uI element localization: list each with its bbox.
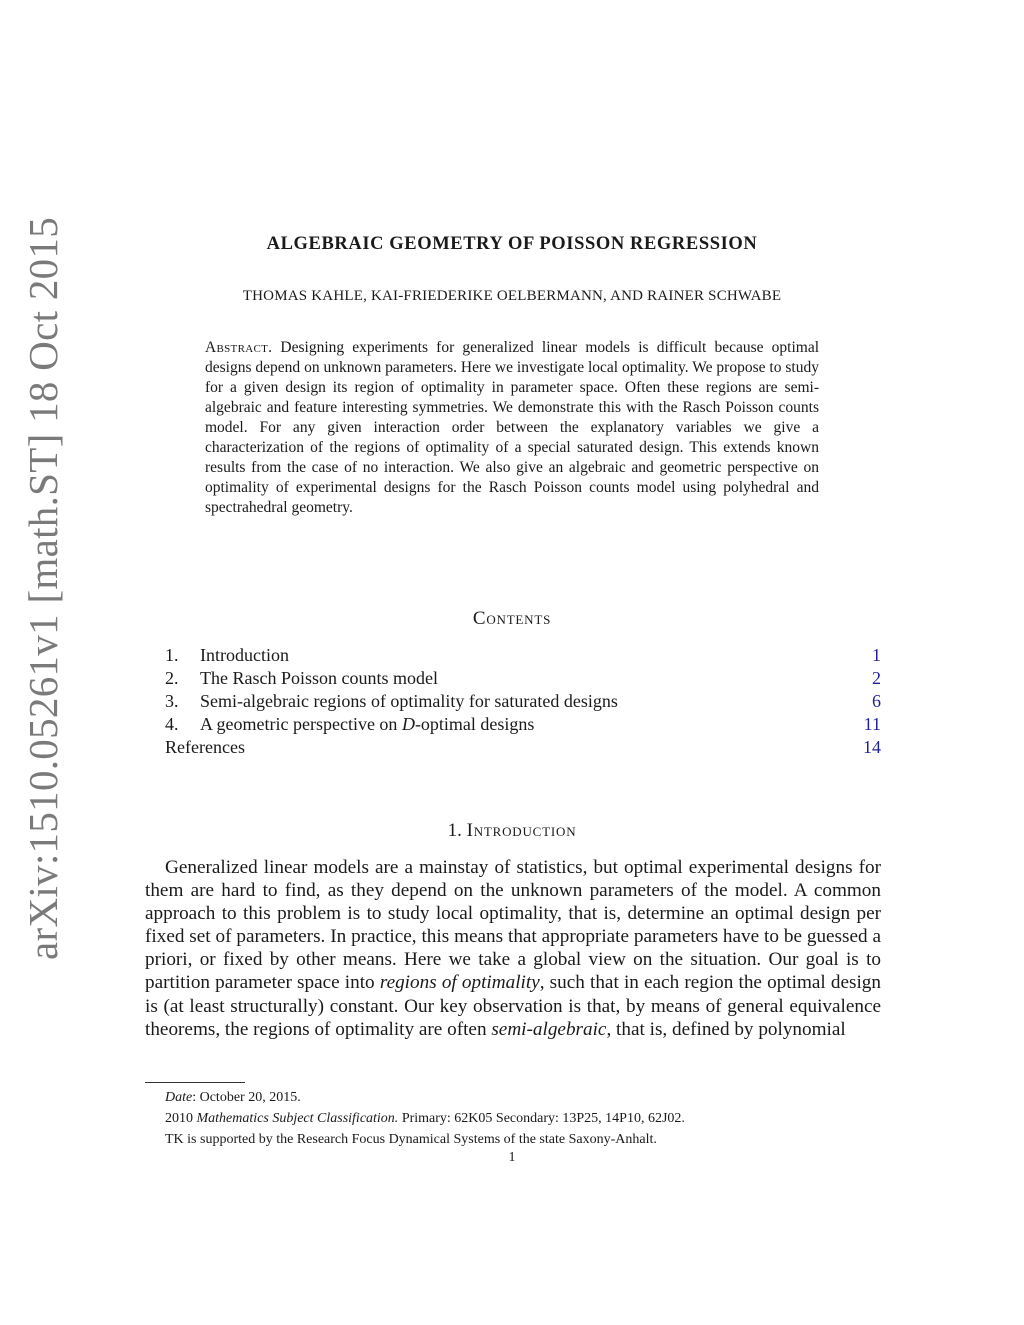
introduction-paragraph: Generalized linear models are a mainstay of statistics, but optimal experimental designs for them are hard to find, as they depend on the unknown parameters of the model. A common approach to this problem is to study local optimality, that is, determine an optimal design per fixed set of parameters. In practice, this means that appropriate parameters have to be guessed a priori, or fixed by other means. Here we take a global view on the situation. Our goal is to partition parameter space into regions of optimality, such that in each region the optimal design is (at least structurally) constant. Our key observation is that, by means of general equivalence theorems, the regions of optimality are often semi-algebraic, that is, defined by polynomial xyxy=(145,857,881,1040)
paper-authors: THOMAS KAHLE, KAI-FRIEDERIKE OELBERMANN, AND RAINER SCHWABE xyxy=(242,288,782,304)
toc-entry-geometric-perspective[interactable] xyxy=(165,713,881,736)
abstract-text: Designing experiments for generalized linear models is difficult because optimal designs depend on unknown parameters. Here we investigate local optimality. We propose to study for a given design its region of optimality in parameter space. Often these regions are semi-algebraic and feature interesting symmetries. We demonstrate this with the Rasch Poisson counts model. For any given interaction order between the explanatory variables we give a characterization of the regions of optimality of a special saturated design. This extends known results from the case of no interaction. We also give an algebraic and geometric perspective on optimality of experimental designs for the Rasch Poisson counts model using polyhedral and spectrahedral geometry. xyxy=(205,339,820,516)
footnotes xyxy=(165,1087,881,1150)
toc-page-link[interactable]: 14 xyxy=(863,737,881,757)
toc-entry-number: 2. xyxy=(165,668,179,688)
footnote-support: TK is supported by the Research Focus Dynamical Systems of the state Saxony-Anhalt. xyxy=(165,1132,657,1147)
toc-entry-number: 3. xyxy=(165,691,179,711)
toc-page-link[interactable]: 1 xyxy=(872,645,881,665)
table-of-contents xyxy=(165,644,881,759)
toc-entry-title: References xyxy=(165,737,245,757)
toc-page-link[interactable]: 2 xyxy=(872,668,881,688)
toc-entry-number: 4. xyxy=(165,714,179,734)
emphasis-semi-algebraic: semi-algebraic xyxy=(491,1018,607,1040)
contents-heading: Contents xyxy=(472,608,552,629)
toc-page-link[interactable]: 6 xyxy=(872,691,881,711)
emphasis-regions-of-optimality: regions of optimality xyxy=(379,972,540,994)
footnote-date: Date: October 20, 2015. xyxy=(165,1090,301,1105)
abstract-label: Abstract. xyxy=(205,339,273,356)
arxiv-identifier-stamp: arXiv:1510.05261v1 [math.ST] 18 Oct 2015 xyxy=(20,216,66,960)
paper-title: ALGEBRAIC GEOMETRY OF POISSON REGRESSION xyxy=(266,234,758,254)
toc-entry-introduction[interactable] xyxy=(165,644,881,667)
toc-entry-rasch-poisson-model[interactable] xyxy=(165,667,881,690)
section-number: 1. xyxy=(447,820,462,841)
toc-entry-title: The Rasch Poisson counts model xyxy=(200,668,438,688)
toc-entry-number: 1. xyxy=(165,645,179,665)
abstract xyxy=(205,338,819,518)
toc-entry-title: Introduction xyxy=(200,645,289,665)
footnote-divider xyxy=(145,1082,245,1083)
toc-page-link[interactable]: 11 xyxy=(863,714,881,734)
footnote-msc: 2010 Mathematics Subject Classification. Primary: 62K05 Secondary: 13P25, 14P10, 62J02. xyxy=(165,1111,685,1126)
toc-entry-references[interactable] xyxy=(165,736,881,759)
section-heading-introduction xyxy=(0,820,1024,842)
toc-entry-title: A geometric perspective on D-optimal designs xyxy=(200,714,535,734)
toc-entry-semi-algebraic-regions[interactable] xyxy=(165,690,881,713)
page-number: 1 xyxy=(508,1150,516,1165)
toc-entry-title: Semi-algebraic regions of optimality for saturated designs xyxy=(200,691,618,711)
section-title: Introduction xyxy=(466,820,577,841)
